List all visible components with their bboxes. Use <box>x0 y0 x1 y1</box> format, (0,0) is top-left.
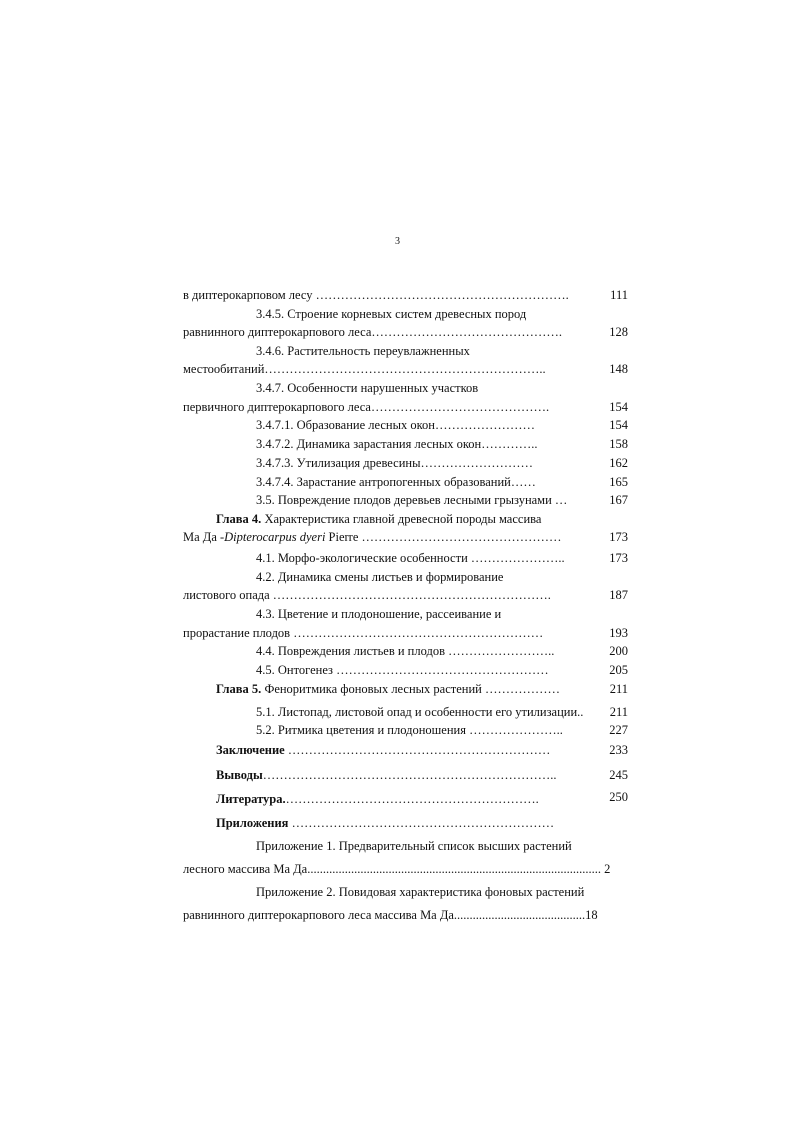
toc-entry: Ма Да -Dipterocarpus dyeri Pierre ………………………………………… <box>183 530 562 544</box>
toc-page: 187 <box>609 588 628 602</box>
toc-entry: 5.1. Листопад, листовой опад и особенности его утилизации.. <box>256 705 584 719</box>
toc-entry: первичного диптерокарпового леса……………………………………. <box>183 400 550 414</box>
toc-entry: равнинного диптерокарпового леса………………………………………. <box>183 325 562 339</box>
toc-page: 200 <box>609 644 628 658</box>
toc-page: 167 <box>609 493 628 507</box>
toc-entry: в диптерокарповом лесу ……………………………………………………. <box>183 288 569 302</box>
toc-appendix: равнинного диптерокарпового леса массива Ма Да..........................................18 <box>183 908 598 922</box>
toc-appendix: Приложение 1. Предварительный список высших растений <box>256 839 572 853</box>
toc-page: 245 <box>609 768 628 782</box>
toc-page: 128 <box>609 325 628 339</box>
toc-page: 148 <box>609 362 628 376</box>
toc-section-heading: Заключение ……………………………………………………… <box>216 743 551 757</box>
toc-entry: 4.1. Морфо-экологические особенности ………………….. <box>256 551 565 565</box>
toc-entry: 3.4.5. Строение корневых систем древесных пород <box>256 307 527 321</box>
toc-page: 111 <box>610 288 628 302</box>
toc-entry: прорастание плодов …………………………………………………… <box>183 626 544 640</box>
toc-entry: 3.5. Повреждение плодов деревьев лесными грызунами … <box>256 493 568 507</box>
toc-appendix: лесного массива Ма Да.............................................................................................. 2 <box>183 862 611 876</box>
page-number: 3 <box>395 236 400 247</box>
toc-entry: 3.4.7. Особенности нарушенных участков <box>256 381 479 395</box>
toc-entry: 3.4.6. Растительность переувлажненных <box>256 344 470 358</box>
toc-entry: 5.2. Ритмика цветения и плодоношения ………………….. <box>256 723 563 737</box>
toc-page: 173 <box>609 551 628 565</box>
toc-appendix: Приложение 2. Повидовая характеристика фоновых растений <box>256 885 585 899</box>
toc-page: 173 <box>609 530 628 544</box>
toc-chapter-heading: Глава 5. Феноритмика фоновых лесных растений ……………… <box>216 682 560 696</box>
toc-entry: 3.4.7.2. Динамика зарастания лесных окон………….. <box>256 437 538 451</box>
toc-section-heading: Литература.……………………………………………………. <box>216 792 539 806</box>
toc-entry: листового опада …………………………………………………………. <box>183 588 551 602</box>
toc-section-heading: Приложения ……………………………………………………… <box>216 816 555 830</box>
toc-page: 233 <box>609 743 628 757</box>
toc-page: 158 <box>609 437 628 451</box>
toc-page: 227 <box>609 723 628 737</box>
toc-page: 193 <box>609 626 628 640</box>
toc-entry: 4.2. Динамика смены листьев и формирование <box>256 570 504 584</box>
toc-entry: 4.4. Повреждения листьев и плодов …………………….. <box>256 644 555 658</box>
toc-page: 250 <box>609 790 628 804</box>
toc-entry: 4.5. Онтогенез …………………………………………… <box>256 663 549 677</box>
toc-section-heading: Выводы…………………………………………………………….. <box>216 768 557 782</box>
toc-page: 165 <box>609 475 628 489</box>
toc-chapter-heading: Глава 4. Характеристика главной древесной породы массива <box>216 512 542 526</box>
toc-entry: 3.4.7.1. Образование лесных окон…………………… <box>256 418 535 432</box>
toc-entry: местообитаний………………………………………………………….. <box>183 362 546 376</box>
toc-page: 154 <box>609 418 628 432</box>
toc-page: 211 <box>609 705 628 719</box>
toc-entry: 3.4.7.3. Утилизация древесины……………………… <box>256 456 533 470</box>
toc-page: 205 <box>609 663 628 677</box>
toc-entry: 3.4.7.4. Зарастание антропогенных образований…… <box>256 475 536 489</box>
toc-page: 154 <box>609 400 628 414</box>
toc-page: 162 <box>609 456 628 470</box>
toc-page: 211 <box>609 682 628 696</box>
toc-entry: 4.3. Цветение и плодоношение, рассеивание и <box>256 607 502 621</box>
